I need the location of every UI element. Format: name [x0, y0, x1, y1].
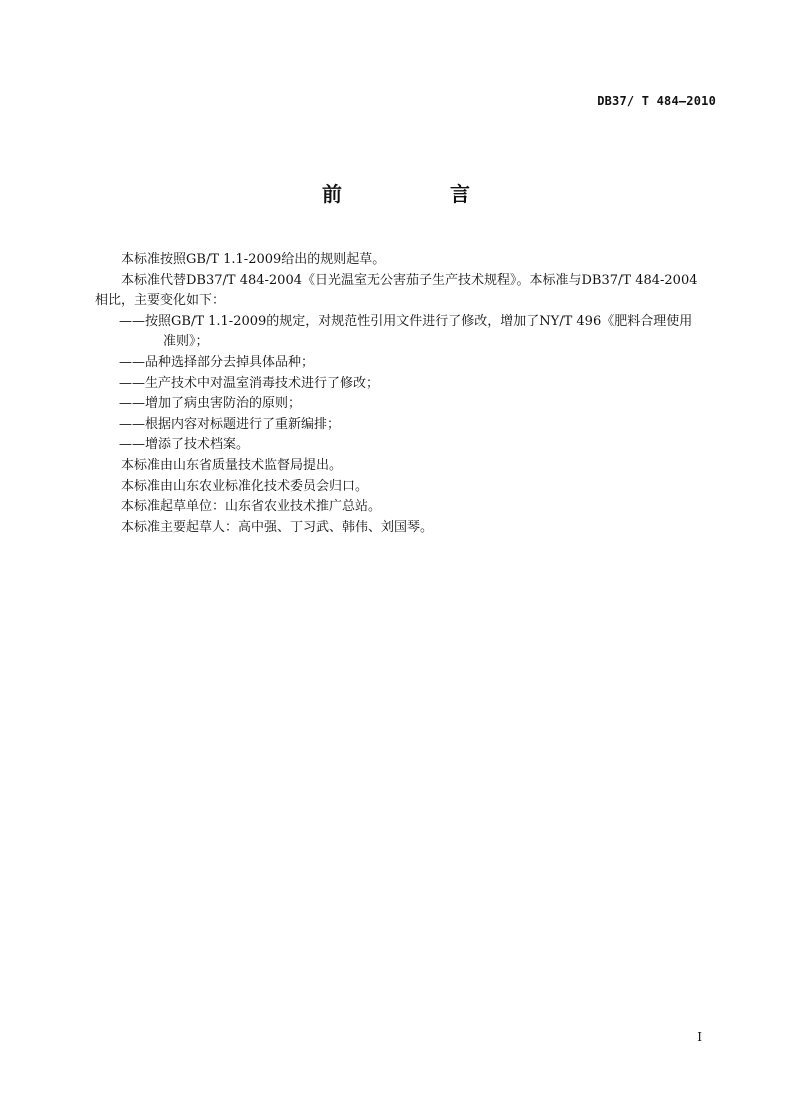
- paragraph-replacement-continued: 相比，主要变化如下：: [95, 293, 226, 309]
- paragraph-replacement: 本标准代替DB37/T 484-2004《日光温室无公害茄子生产技术规程》。本标准与DB37/T 484-2004: [121, 272, 698, 288]
- paragraph-drafting-rules: 本标准按照GB/T 1.1-2009给出的规则起草。: [121, 252, 386, 267]
- foreword-body: [95, 250, 717, 538]
- change-item-continued: 准则》；: [163, 334, 209, 350]
- change-item: ——品种选择部分去掉具体品种；: [119, 354, 315, 370]
- paragraph-committee: 本标准由山东农业标准化技术委员会归口。: [121, 478, 369, 494]
- change-item: ——生产技术中对温室消毒技术进行了修改；: [119, 375, 380, 391]
- change-item: ——增加了病虫害防治的原则；: [119, 396, 302, 412]
- paragraph-proposer: 本标准由山东省质量技术监督局提出。: [121, 457, 343, 473]
- change-item: ——根据内容对标题进行了重新编排；: [119, 416, 341, 432]
- paragraph-drafters: 本标准主要起草人：高中强、丁习武、韩伟、刘国琴。: [121, 519, 434, 535]
- document-code: DB37/ T 484—2010: [597, 94, 716, 108]
- page-title: 前 言: [322, 182, 514, 206]
- paragraph-drafting-unit: 本标准起草单位：山东省农业技术推广总站。: [121, 499, 382, 515]
- page-number: I: [697, 1030, 702, 1044]
- change-item: ——按照GB/T 1.1-2009的规定，对规范性引用文件进行了修改，增加了NY/T 496《肥料合理使用: [119, 313, 693, 329]
- change-item: ——增添了技术档案。: [119, 437, 250, 453]
